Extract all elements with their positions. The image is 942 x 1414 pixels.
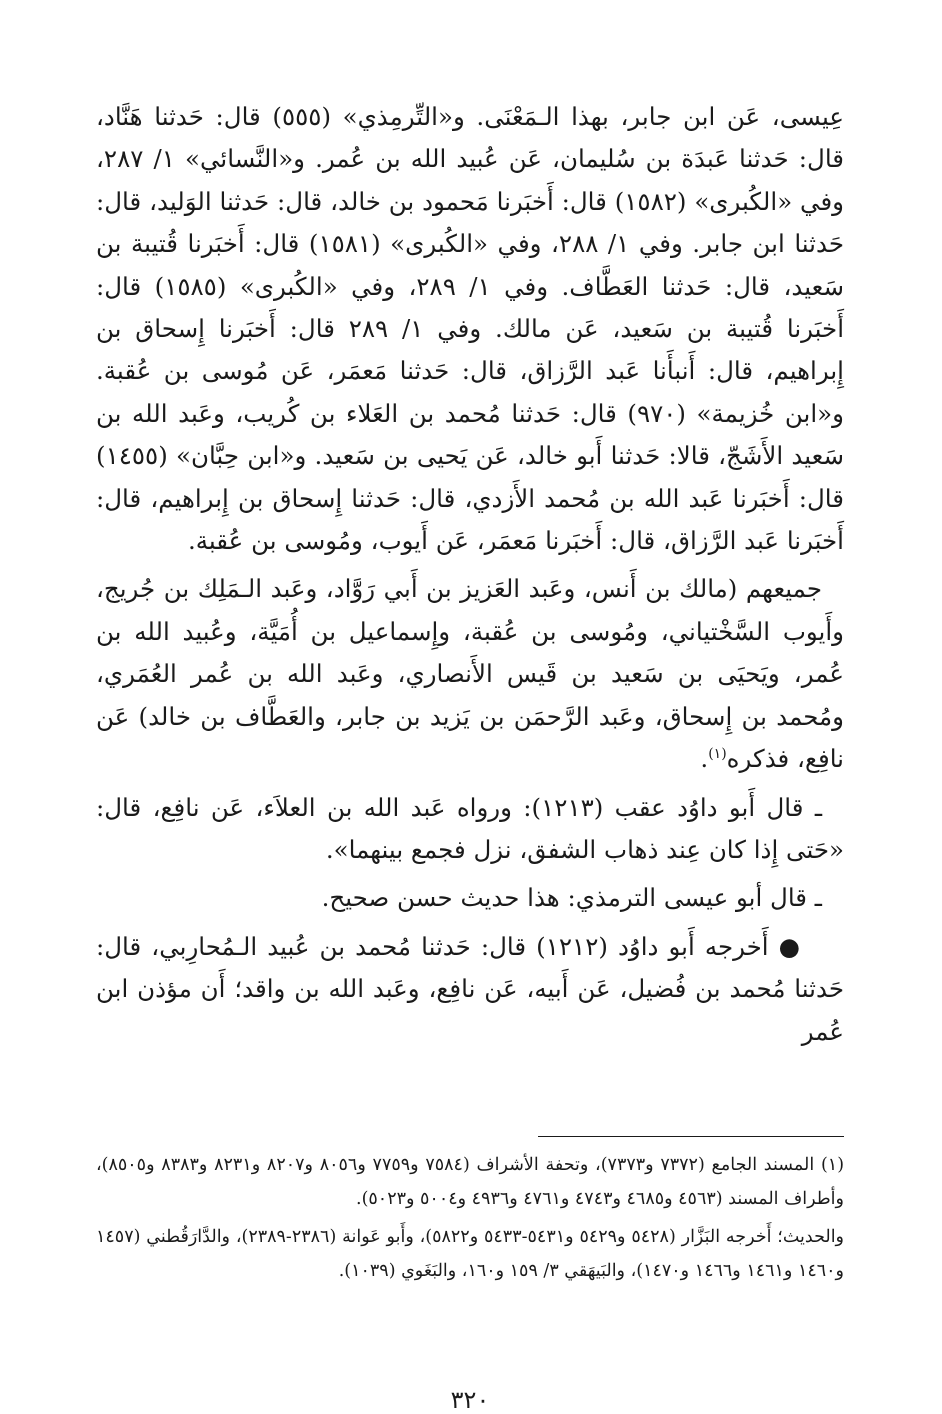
footnotes [96, 1148, 844, 1288]
next-hadith-paragraph [96, 926, 844, 1053]
footnote-separator [538, 1136, 844, 1137]
bullet-icon: ● [778, 931, 800, 961]
collective-narrators-paragraph: جميعهم (مالك بن أَنس، وعَبد العَزيز بن أَبي رَوَّاد، وعَبد الـمَلِك بن جُريج، وأَيوب السَّخْتياني، ومُوسى بن عُقبة، وإِسماعيل بن أُمَيَّة، وعُبيد الله بن عُمر، ويَحيَى بن سَعيد بن قَيس الأَنصاري، وعَبد الله بن عُمر العُمَري، ومُحمد بن إِسحاق، وعَبد الرَّحمَن بن يَزيد بن جابر، والعَطَّاف بن خالد) عَن نافِع، فذكره$^{(١)}$. [96, 574, 844, 774]
main-text [96, 96, 844, 1053]
hadith-takhrij-paragraph: عِيسى، عَن ابن جابر، بهذا الـمَعْنَى. و«التِّرمِذي» (٥٥٥) قال: حَدثنا هَنَّاد، قال: حَدثنا عَبدَة بن سُليمان، عَن عُبيد الله بن عُمر. و«النَّسائي» ١/ ٢٨٧، وفي «الكُبرى» (١٥٨٢) قال: أَخبَرنا مَحمود بن خالد، قال: حَدثنا الوَليد، قال: حَدثنا ابن جابر. وفي ١/ ٢٨٨، وفي «الكُبرى» (١٥٨١) قال: أَخبَرنا قُتيبة بن سَعيد، قال: حَدثنا العَطَّاف. وفي ١/ ٢٨٩، وفي «الكُبرى» (١٥٨٥) قال: أَخبَرنا قُتيبة بن سَعيد، عَن مالك. وفي ١/ ٢٨٩ قال: أَخبَرنا إِسحاق بن إِبراهيم، قال: أَنبأَنا عَبد الرَّزاق، قال: حَدثنا مَعمَر، عَن مُوسى بن عُقبة. و«ابن خُزيمة» (٩٧٠) قال: حَدثنا مُحمد بن العَلاء بن كُريب، وعَبد الله بن سَعيد الأَشَجّ، قالا: حَدثنا أَبو خالد، عَن يَحيى بن سَعيد. و«ابن حِبَّان» (١٤٥٥) قال: أَخبَرنا عَبد الله بن مُحمد الأَزدي، قال: حَدثنا إِسحاق بن إِبراهيم، قال: أَخبَرنا عَبد الرَّزاق، قال: أَخبَرنا مَعمَر، عَن أَيوب، ومُوسى بن عُقبة. [96, 102, 845, 556]
footnote-1: (١) المسند الجامع (٧٣٧٢ و٧٣٧٣)، وتحفة الأشراف (٧٥٨٤ و٧٧٥٩ و٨٠٥٦ و٨٢٠٧ و٨٢٣١ و٨٣٨٣ و٨٥٠٥)، وأطراف المسند (٤٥٦٣ و٤٦٨٥ و٤٧٤٣ و٤٧٦١ و٤٩٣٦ و٥٠٠٤ و٥٠٢٣). [96, 1155, 845, 1209]
tirmidhi-note: ـ قال أبو عيسى الترمذي: هذا حديث حسن صحيح. [321, 883, 822, 913]
footnote-reference: (١) [708, 745, 727, 762]
page-number: ٣٢٠ [450, 1386, 490, 1414]
footnote-1-continuation: والحديث؛ أَخرجه البَزَّار (٥٤٢٨ و٥٤٢٩ و٥٤٣١-٥٤٣٣ و٥٨٢٢)، وأَبو عَوانة (٢٣٨٦-٢٣٨٩)، والدَّارَقُطني (١٤٥٧ و١٤٦٠ و١٤٦١ و١٤٦٦ و١٤٧٠)، والبَيهَقي ٣/ ١٥٩ و١٦٠، والبَغَوي (١٠٣٩). [96, 1227, 845, 1281]
page-content [96, 96, 845, 1414]
collective-narrators-text: جميعهم (مالك بن أَنس، وعَبد العَزيز بن أَبي رَوَّاد، وعَبد الـمَلِك بن جُريج، وأَيوب السَّخْتياني، ومُوسى بن عُقبة، وإِسماعيل بن أُمَيَّة، وعُبيد الله بن عُمر، ويَحيَى بن سَعيد بن قَيس الأَنصاري، وعَبد الله بن عُمر العُمَري، ومُحمد بن إِسحاق، وعَبد الرَّحمَن بن يَزيد بن جابر، والعَطَّاف بن خالد) عَن نافِع، فذكره [96, 574, 844, 774]
next-hadith-text: أَخرجه أَبو داوُد (١٢١٢) قال: حَدثنا مُحمد بن عُبيد الـمُحارِبي، قال: حَدثنا مُحمد بن فُضيل، عَن أَبيه، عَن نافِع، وعَبد الله بن واقد؛ أَن مؤذن ابن عُمر [96, 931, 844, 1046]
abu-dawud-note: ـ قال أَبو داوُد عقب (١٢١٣): ورواه عَبد الله بن العلاَء، عَن نافِع، قال: «حَتى إِذا كان عِند ذهاب الشفق، نزل فجمع بينهما». [96, 792, 844, 864]
